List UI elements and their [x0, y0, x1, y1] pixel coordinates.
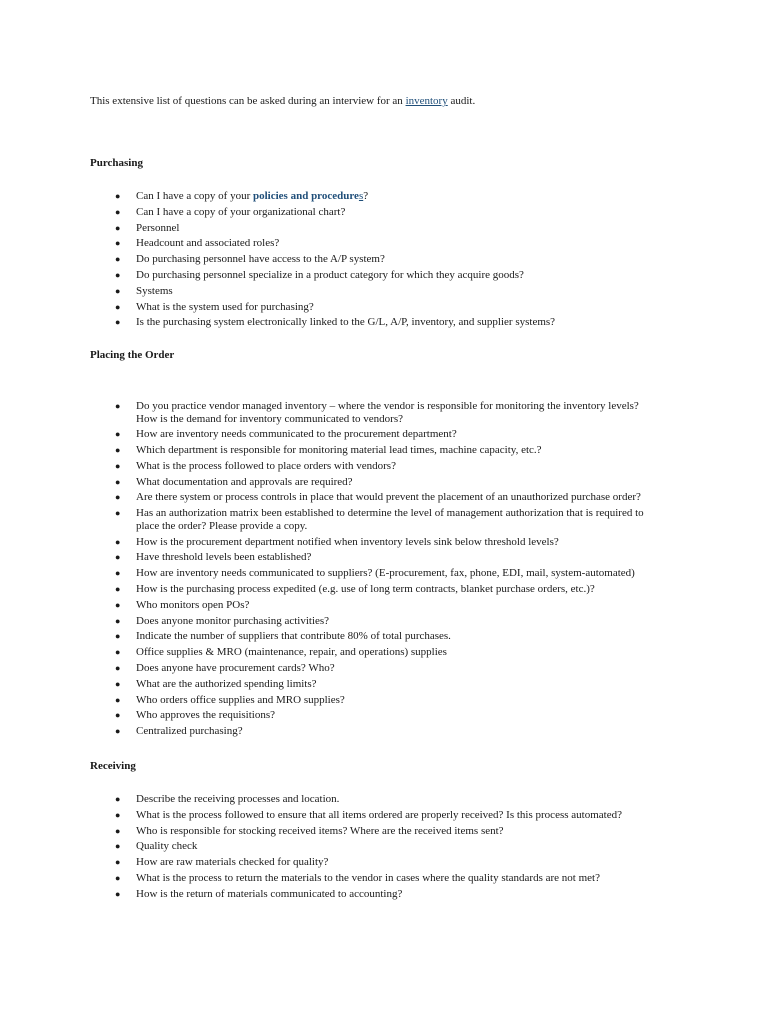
- bullet: ●: [115, 317, 121, 328]
- list-item: [0, 856, 656, 869]
- list-item: [0, 491, 656, 504]
- list-item: [0, 400, 656, 425]
- item-text: Who monitors open POs?: [136, 598, 250, 611]
- bullet: ●: [115, 726, 121, 737]
- list-item: [0, 694, 656, 707]
- bullet: ●: [115, 888, 121, 899]
- list-item: [0, 793, 656, 806]
- item-text: What is the process followed to place orders with vendors?: [136, 459, 396, 472]
- list-item: [0, 709, 656, 722]
- bullet: ●: [115, 678, 121, 689]
- item-text: Do purchasing personnel specialize in a product category for which they acquire goods?: [136, 268, 524, 281]
- intro-text-after: audit.: [447, 95, 476, 107]
- list-item: [0, 206, 656, 219]
- list-item: [0, 551, 656, 564]
- list-item: [0, 285, 656, 298]
- item-text: Do purchasing personnel have access to the A/P system?: [136, 253, 385, 266]
- bullet: ●: [115, 429, 121, 440]
- item-text: Does anyone have procurement cards? Who?: [136, 661, 335, 674]
- item-text: What documentation and approvals are required?: [136, 475, 353, 488]
- bullet: ●: [115, 825, 121, 836]
- list-item: [0, 646, 656, 659]
- item-text: Does anyone monitor purchasing activities?: [136, 614, 330, 627]
- heading-receiving: Receiving: [90, 760, 136, 772]
- heading-purchasing: Purchasing: [90, 157, 143, 169]
- list-item: [0, 872, 656, 885]
- list-item: [0, 725, 656, 738]
- receiving-list: [0, 793, 768, 904]
- bullet: ●: [115, 254, 121, 265]
- bullet: ●: [115, 552, 121, 563]
- bullet: ●: [115, 460, 121, 471]
- item-text: Quality check: [136, 840, 198, 853]
- bullet: ●: [115, 841, 121, 852]
- bullet: ●: [115, 809, 121, 820]
- bullet: ●: [115, 710, 121, 721]
- item-text: Indicate the number of suppliers that contribute 80% of total purchases.: [136, 630, 451, 643]
- item-text: How is the return of materials communicated to accounting?: [136, 887, 403, 900]
- item-text: Personnel: [136, 221, 180, 234]
- item-text: Can I have a copy of your organizational chart?: [136, 205, 346, 218]
- item-text: Centralized purchasing?: [136, 725, 243, 738]
- intro-text-before: This extensive list of questions can be asked during an interview for an: [90, 95, 406, 107]
- item-text: Have threshold levels been established?: [136, 551, 312, 564]
- list-item: [0, 269, 656, 282]
- bullet: ●: [115, 476, 121, 487]
- item-text: What are the authorized spending limits?: [136, 677, 317, 690]
- bullet: ●: [115, 694, 121, 705]
- item-text: Who approves the requisitions?: [136, 709, 275, 722]
- list-item: [0, 567, 656, 580]
- item-text: How is the purchasing process expedited (e.g. use of long term contracts, blanket purchase orders, etc.)?: [136, 582, 595, 595]
- item-text: How are raw materials checked for quality?: [136, 856, 329, 869]
- item-text: Is the purchasing system electronically linked to the G/L, A/P, inventory, and supplier systems?: [136, 316, 556, 329]
- bullet: ●: [115, 857, 121, 868]
- item-text: Can I have a copy of your: [136, 190, 253, 202]
- item-text: How are inventory needs communicated to the procurement department?: [136, 428, 457, 441]
- list-item: [0, 316, 656, 329]
- item-text: How is the procurement department notified when inventory levels sink below threshold levels?: [136, 535, 559, 548]
- bullet: ●: [115, 615, 121, 626]
- bullet: ●: [115, 662, 121, 673]
- list-item: [0, 840, 656, 853]
- item-text: Which department is responsible for monitoring material lead times, machine capacity, etc.?: [136, 444, 542, 457]
- list-item: [0, 536, 656, 549]
- purchasing-list: [0, 190, 768, 332]
- list-item: [0, 253, 656, 266]
- item-text: Systems: [136, 284, 173, 297]
- bullet: ●: [115, 285, 121, 296]
- list-item: [0, 444, 656, 457]
- bullet: ●: [115, 191, 121, 201]
- item-text: Who is responsible for stocking received items? Where are the received items sent?: [136, 824, 504, 837]
- list-item: [0, 615, 656, 628]
- policies-procedures-link[interactable]: policies and procedure: [253, 190, 359, 202]
- list-item: [0, 599, 656, 612]
- bullet: ●: [115, 401, 121, 411]
- list-item: [0, 190, 656, 203]
- item-text: What is the process followed to ensure that all items ordered are properly received? Is this process automated?: [136, 808, 622, 821]
- list-item: [0, 825, 656, 838]
- bullet: ●: [115, 492, 121, 503]
- list-item: [0, 678, 656, 691]
- list-item: [0, 222, 656, 235]
- list-item: [0, 428, 656, 441]
- list-item: [0, 888, 656, 901]
- bullet: ●: [115, 568, 121, 579]
- policies-procedures-link-suffix[interactable]: s: [358, 190, 364, 202]
- intro-paragraph: [90, 94, 475, 108]
- list-item: [0, 476, 656, 489]
- bullet: ●: [115, 269, 121, 280]
- list-item: [0, 301, 656, 314]
- placing-order-list: [0, 400, 768, 741]
- bullet: ●: [115, 222, 121, 233]
- bullet: ●: [115, 647, 121, 658]
- bullet: ●: [115, 238, 121, 249]
- item-text: Who orders office supplies and MRO supplies?: [136, 693, 345, 706]
- bullet: ●: [115, 508, 121, 519]
- bullet: ●: [115, 536, 121, 547]
- list-item: [0, 662, 656, 675]
- bullet: ●: [115, 872, 121, 883]
- bullet: ●: [115, 445, 121, 456]
- list-item: [0, 630, 656, 643]
- item-text: Are there system or process controls in place that would prevent the placement of an unauthorized purchase order?: [136, 491, 641, 504]
- item-text: How are inventory needs communicated to suppliers? (E-procurement, fax, phone, EDI, mail, system-automated): [136, 567, 635, 580]
- bullet: ●: [115, 599, 121, 610]
- list-item: [0, 460, 656, 473]
- list-item: [0, 237, 656, 250]
- item-text: Describe the receiving processes and location.: [136, 793, 340, 805]
- item-text: Do you practice vendor managed inventory – where the vendor is responsible for monitoring the inventory levels? How is the demand for inventory communicated to vendors?: [136, 400, 639, 425]
- bullet: ●: [115, 301, 121, 312]
- item-text: Headcount and associated roles?: [136, 237, 280, 250]
- bullet: ●: [115, 206, 121, 217]
- list-item: [0, 809, 656, 822]
- list-item: [0, 583, 656, 596]
- list-item: [0, 507, 656, 532]
- item-text: What is the system used for purchasing?: [136, 300, 314, 313]
- inventory-link[interactable]: inventory: [405, 95, 448, 107]
- bullet: ●: [115, 583, 121, 594]
- item-text: Office supplies & MRO (maintenance, repair, and operations) supplies: [136, 646, 447, 659]
- item-text: ?: [363, 190, 369, 202]
- item-text: What is the process to return the materials to the vendor in cases where the quality standards are not met?: [136, 871, 600, 884]
- heading-placing-the-order: Placing the Order: [90, 349, 175, 361]
- bullet: ●: [115, 631, 121, 642]
- bullet: ●: [115, 794, 121, 804]
- item-text: Has an authorization matrix been established to determine the level of management authorization that is required to place the order? Please provide a copy.: [136, 507, 644, 532]
